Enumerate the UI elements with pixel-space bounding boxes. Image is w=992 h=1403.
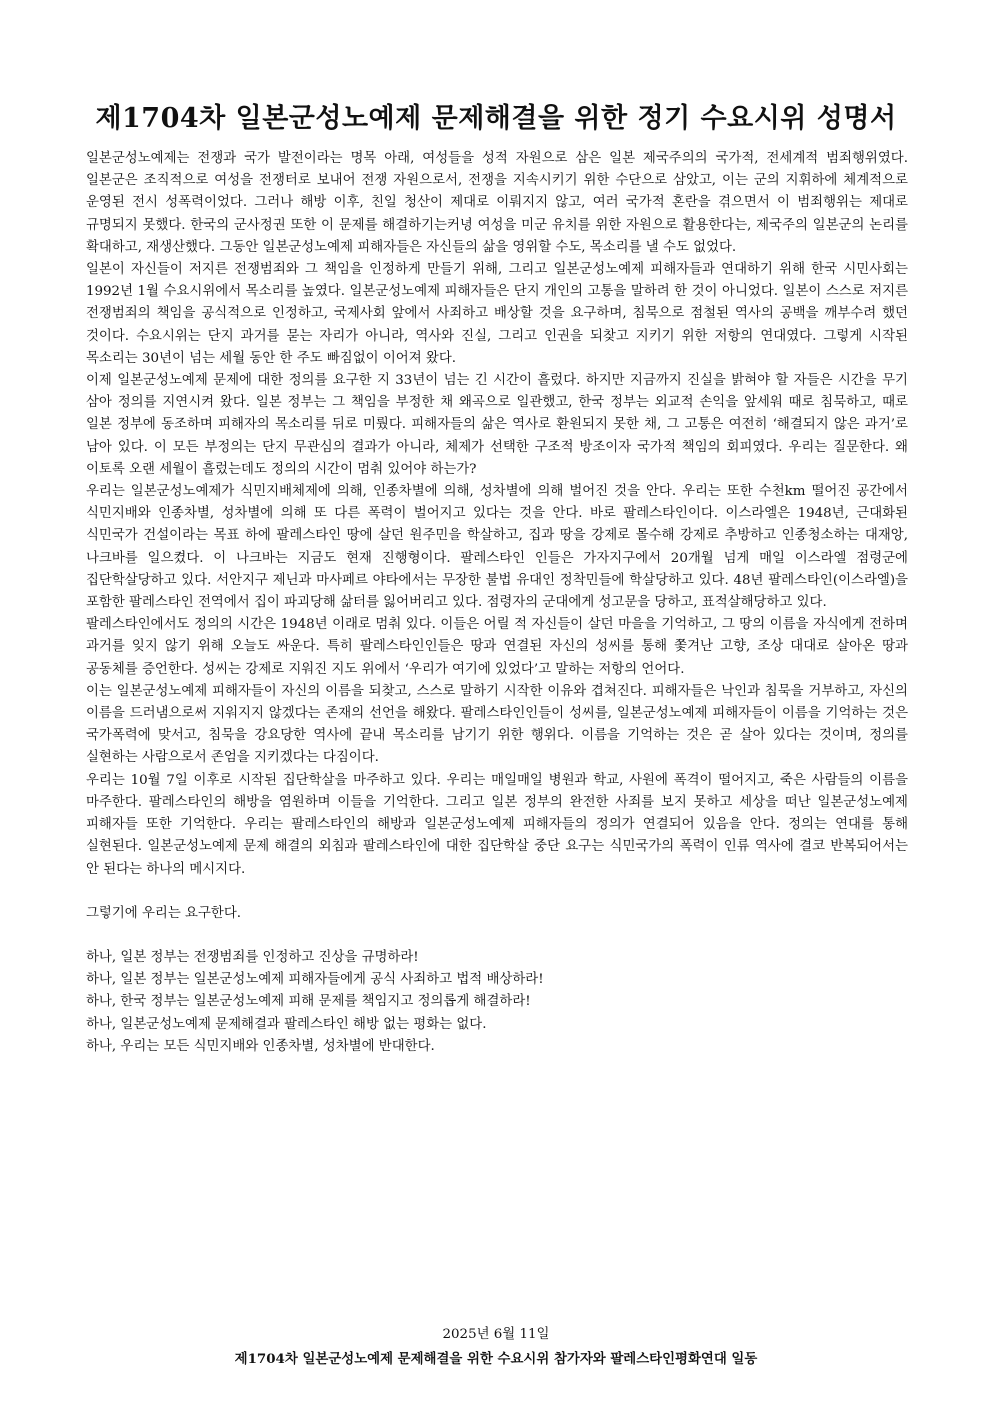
paragraph-3: 이제 일본군성노예제 문제에 대한 정의를 요구한 지 33년이 넘는 긴 시간이 흘렀다. 하지만 지금까지 진실을 밝혀야 할 자들은 시간을 무기 삼아 정의를 지연시켜 왔다. 일본 정부는 그 책임을 부정한 채 왜곡으로 일관했고, 한국 정부는 외교적 손익을 앞세워 때로 침묵하고, 때로 일본 정부에 동조하며 피해자의 목소리를 뒤로 미뤘다. 피해자들의 삶은 역사로 환원되지 못한 채, 그 고통은 여전히 ‘해결되지 않은 과거’로 남아 있다. 이 모든 부정의는 단지 무관심의 결과가 아니라, 체제가 선택한 구조적 방조이자 국가적 책임의 회피였다. 우리는 질문한다. 왜 이토록 오랜 세월이 흘렀는데도 정의의 시간이 멈춰 있어야 하는가?	[86, 373, 908, 477]
paragraph-5: 팔레스타인에서도 정의의 시간은 1948년 이래로 멈춰 있다. 이들은 어릴 적 자신들이 살던 마을을 기억하고, 그 땅의 이름을 자식에게 전하며 과거를 잊지 않기 위해 오늘도 싸운다. 특히 팔레스타인인들은 땅과 연결된 자신의 성씨를 통해 쫓겨난 고향, 조상 대대로 살아온 땅과 공동체를 증언한다. 성씨는 강제로 지워진 지도 위에서 ‘우리가 여기에 있었다’고 말하는 저항의 언어다.	[86, 617, 908, 677]
demand-item: 하나, 일본군성노예제 문제해결과 팔레스타인 해방 없는 평화는 없다.	[86, 1016, 487, 1032]
statement-body	[86, 148, 908, 1058]
page-title: 제1704차 일본군성노예제 문제해결을 위한 정기 수요시위 성명서	[95, 103, 897, 135]
signatory: 제1704차 일본군성노예제 문제해결을 위한 수요시위 참가자와 팔레스타인평화연대 일동	[234, 1351, 758, 1367]
paragraph-4: 우리는 일본군성노예제가 식민지배체제에 의해, 인종차별에 의해, 성차별에 의해 벌어진 것을 안다. 우리는 또한 수천km 떨어진 공간에서 식민지배와 인종차별, 성차별에 의해 또 다른 폭력이 벌어지고 있다는 것을 안다. 바로 팔레스타인이다. 이스라엘은 1948년, 근대화된 식민국가 건설이라는 목표 하에 팔레스타인 땅에 살던 원주민을 학살하고, 집과 땅을 강제로 몰수해 강제로 추방하고 인종청소하는 대재앙, 나크바를 일으켰다. 이 나크바는 지금도 현재 진행형이다. 팔레스타인 인들은 가자지구에서 20개월 넘게 매일 이스라엘 점령군에 집단학살당하고 있다. 서안지구 제닌과 마사페르 야타에서는 무장한 불법 유대인 정착민들에 학살당하고 있다. 48년 팔레스타인(이스라엘)을 포함한 팔레스타인 전역에서 집이 파괴당해 삶터를 잃어버리고 있다. 점령자의 군대에게 성고문을 당하고, 표적살해당하고 있다.	[86, 484, 908, 611]
demands-lead: 그렇기에 우리는 요구한다.	[86, 905, 242, 921]
paragraph-1: 일본군성노예제는 전쟁과 국가 발전이라는 명목 아래, 여성들을 성적 자원으로 삼은 일본 제국주의의 국가적, 전세계적 범죄행위였다. 일본군은 조직적으로 여성을 전쟁터로 보내어 전쟁 자원으로서, 전쟁을 지속시키기 위한 수단으로 삼았고, 이는 군의 지휘하에 체계적으로 운영된 전시 성폭력이었다. 그러나 해방 이후, 친일 청산이 제대로 이뤄지지 않고, 여러 국가적 혼란을 겪으면서 이 범죄행위는 제대로 규명되지 못했다. 한국의 군사정권 또한 이 문제를 해결하기는커녕 여성을 미군 유치를 위한 자원으로 활용한다는, 제국주의 일본군의 논리를 확대하고, 재생산했다. 그동안 일본군성노예제 피해자들은 자신들의 삶을 영위할 수도, 목소리를 낼 수도 없었다.	[86, 151, 908, 255]
demand-item: 하나, 일본 정부는 일본군성노예제 피해자들에게 공식 사죄하고 법적 배상하라!	[86, 972, 544, 988]
statement-date: 2025년 6월 11일	[442, 1327, 550, 1342]
paragraph-7: 우리는 10월 7일 이후로 시작된 집단학살을 마주하고 있다. 우리는 매일매일 병원과 학교, 사원에 폭격이 떨어지고, 죽은 사람들의 이름을 마주한다. 팔레스타인의 해방을 염원하며 이들을 기억한다. 그리고 일본 정부의 완전한 사죄를 보지 못하고 세상을 떠난 일본군성노예제 피해자들 또한 기억한다. 우리는 팔레스타인의 해방과 일본군성노예제 피해자들의 정의가 연결되어 있음을 안다. 정의는 연대를 통해 실현된다. 일본군성노예제 문제 해결의 외침과 팔레스타인에 대한 집단학살 중단 요구는 식민국가의 폭력이 인류 역사에 결코 반복되어서는 안 된다는 하나의 메시지다.	[86, 772, 908, 877]
demand-item: 하나, 일본 정부는 전쟁범죄를 인정하고 진상을 규명하라!	[86, 949, 419, 965]
closing-block	[0, 1323, 992, 1371]
paragraph-6: 이는 일본군성노예제 피해자들이 자신의 이름을 되찾고, 스스로 말하기 시작한 이유와 겹쳐진다. 피해자들은 낙인과 침묵을 거부하고, 자신의 이름을 드러냄으로써 지워지지 않겠다는 존재의 선언을 해왔다. 팔레스타인인들이 성씨를, 일본군성노예제 피해자들이 이름을 기억하는 것은 국가폭력에 맞서고, 침묵을 강요당한 역사에 끝내 목소리를 남기기 위한 행위다. 이름을 기억하는 것은 곧 살아 있다는 것이며, 정의를 실현하는 사람으로서 존엄을 지키겠다는 다짐이다.	[86, 683, 908, 766]
paragraph-2: 일본이 자신들이 저지른 전쟁범죄와 그 책임을 인정하게 만들기 위해, 그리고 일본군성노예제 피해자들과 연대하기 위해 한국 시민사회는 1992년 1월 수요시위에서 목소리를 높였다. 일본군성노예제 피해자들은 단지 개인의 고통을 말하려 한 것이 아니었다. 일본이 스스로 저지른 전쟁범죄의 책임을 공식적으로 인정하고, 국제사회 앞에서 사죄하고 배상할 것을 요구하며, 침묵으로 점철된 역사의 공백을 깨부수려 했던 것이다. 수요시위는 단지 과거를 묻는 자리가 아니라, 역사와 진실, 그리고 인권을 되찾고 지키기 위한 저항의 연대였다. 그렇게 시작된 목소리는 30년이 넘는 세월 동안 한 주도 빠짐없이 이어져 왔다.	[86, 262, 908, 366]
demand-item: 하나, 한국 정부는 일본군성노예제 피해 문제를 책임지고 정의롭게 해결하라!	[86, 994, 531, 1010]
demand-item: 하나, 우리는 모든 식민지배와 인종차별, 성차별에 반대한다.	[86, 1038, 435, 1054]
demands-list	[86, 947, 908, 1058]
